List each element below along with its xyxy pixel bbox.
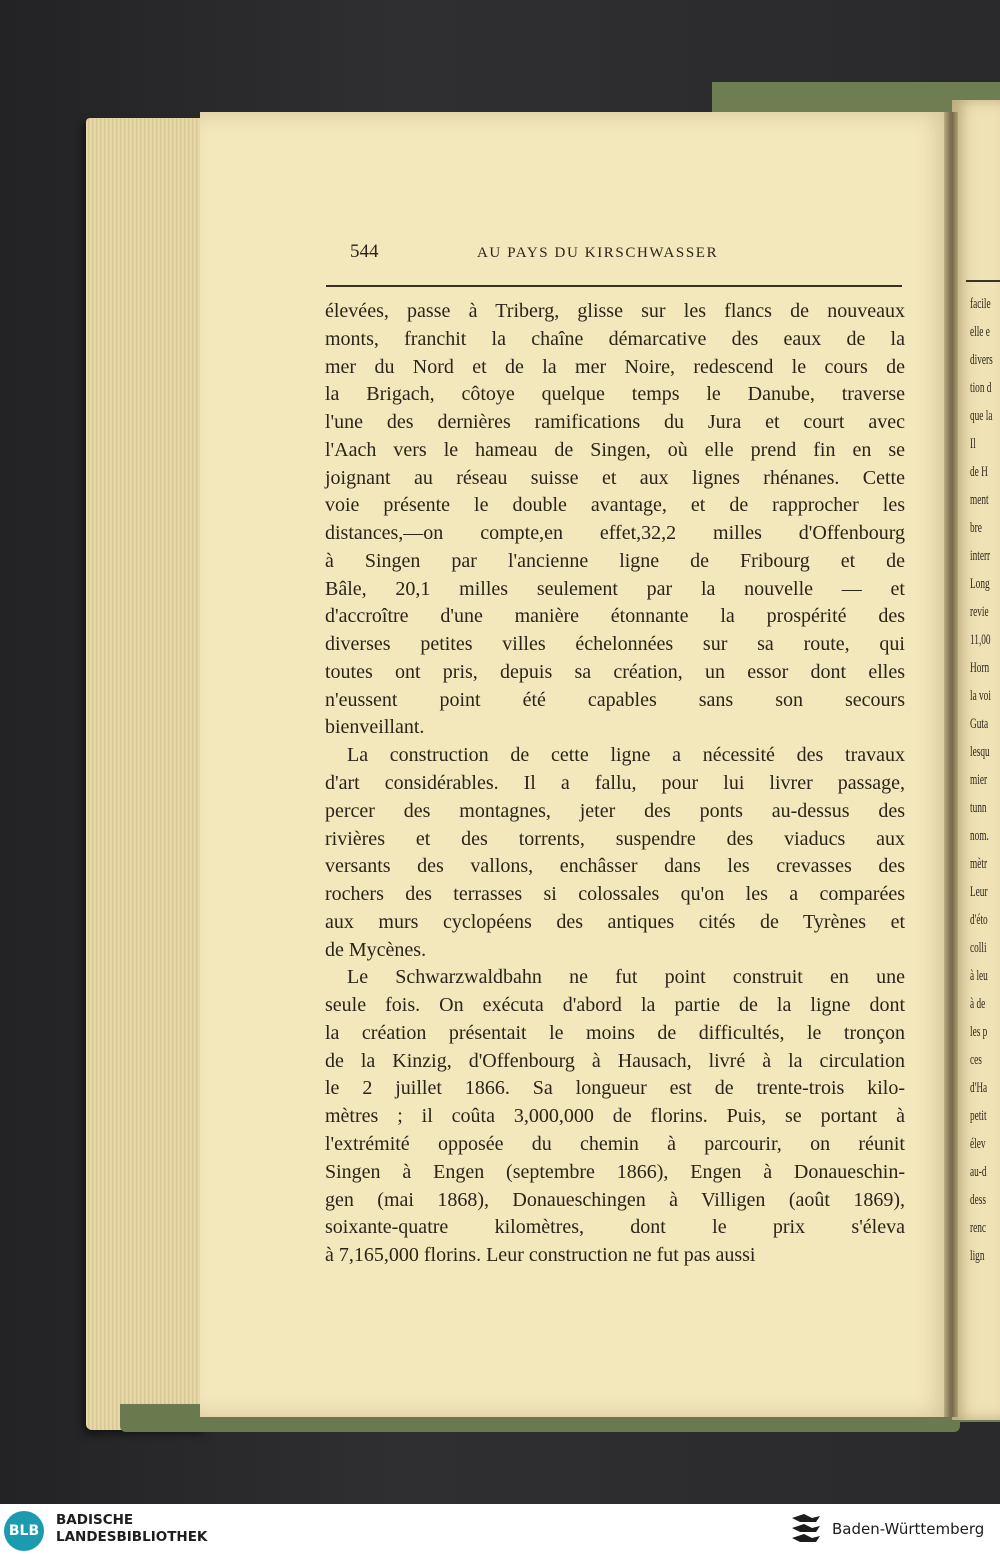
partner-name[interactable]: Baden-Württemberg bbox=[832, 1520, 985, 1538]
blb-logo[interactable]: BLB bbox=[4, 1511, 44, 1551]
facing-page-line: à de bbox=[970, 996, 986, 1012]
facing-page-line: tunn bbox=[970, 800, 987, 816]
facing-page-line: mier bbox=[970, 772, 988, 788]
text-line: La construction de cette ligne a nécessité des travaux bbox=[347, 744, 905, 767]
facing-page-line: interr bbox=[970, 548, 991, 564]
body-text bbox=[325, 298, 905, 1270]
text-line: aux murs cyclopéens des antiques cités de Tyrènes et bbox=[325, 910, 905, 933]
text-line: de la Kinzig, d'Offenbourg à Hausach, livré à la circulation bbox=[325, 1049, 905, 1072]
text-line: à Singen par l'ancienne ligne de Fribourg et de bbox=[325, 549, 905, 572]
text-line: à 7,165,000 florins. Leur construction ne fut pas aussi bbox=[325, 1244, 756, 1267]
facing-page-line: nom. bbox=[970, 828, 989, 844]
facing-page-line: Leur bbox=[970, 884, 988, 900]
facing-page-line: de H bbox=[970, 464, 988, 480]
text-line: versants des vallons, enchâsser dans les crevasses des bbox=[325, 855, 905, 878]
facing-page-line: la voi bbox=[970, 688, 991, 704]
facing-page-line: facile bbox=[970, 296, 991, 312]
facing-page-line: elle e bbox=[970, 324, 990, 340]
facing-page-line: au-d bbox=[970, 1164, 987, 1180]
library-name-line1: BADISCHE bbox=[56, 1512, 134, 1528]
facing-page-rule bbox=[966, 280, 1000, 282]
library-name-line2: LANDESBIBLIOTHEK bbox=[56, 1529, 208, 1545]
facing-page-line: Horn bbox=[970, 660, 990, 676]
facing-page-line: les p bbox=[970, 1024, 988, 1040]
facing-page-line: ment bbox=[970, 492, 989, 508]
text-line: joignant au réseau suisse et aux lignes rhénanes. Cette bbox=[325, 466, 905, 489]
facing-page-line: petit bbox=[970, 1108, 987, 1124]
state-crest-icon bbox=[790, 1512, 822, 1548]
facing-page-line: divers bbox=[970, 352, 993, 368]
facing-page-line: Il bbox=[970, 436, 976, 452]
text-line: la Brigach, côtoye quelque temps le Danube, traverse bbox=[325, 383, 905, 406]
facing-page-line: revie bbox=[970, 604, 989, 620]
text-line: le 2 juillet 1866. Sa longueur est de trente-trois kilo- bbox=[325, 1077, 905, 1100]
facing-page-line: d'éto bbox=[970, 912, 988, 928]
facing-page-lines bbox=[970, 290, 1000, 1270]
text-line: rochers des terrasses si colossales qu'on les a comparées bbox=[325, 883, 905, 906]
text-line: bienveillant. bbox=[325, 716, 425, 739]
text-line: mètres ; il coûta 3,000,000 de florins. Puis, se portant à bbox=[325, 1105, 905, 1128]
text-line: Le Schwarzwaldbahn ne fut point construit en une bbox=[347, 966, 905, 989]
facing-page-line: ces bbox=[970, 1052, 982, 1068]
text-line: de Mycènes. bbox=[325, 938, 427, 961]
facing-page-line: colli bbox=[970, 940, 987, 956]
text-line: l'Aach vers le hameau de Singen, où elle prend fin en se bbox=[325, 438, 905, 461]
facing-page-fragment bbox=[952, 100, 1000, 1420]
facing-page-line: dess bbox=[970, 1192, 987, 1208]
facing-page-line: renc bbox=[970, 1220, 987, 1236]
facing-page-line: élev bbox=[970, 1136, 986, 1152]
text-line: seule fois. On exécuta d'abord la partie de la ligne dont bbox=[325, 994, 905, 1017]
text-line: élevées, passe à Triberg, glisse sur les flancs de nouveaux bbox=[325, 300, 905, 322]
facing-page-line: tion d bbox=[970, 380, 992, 396]
library-name[interactable] bbox=[56, 1512, 207, 1546]
text-line: diverses petites villes échelonnées sur sa route, qui bbox=[325, 633, 905, 656]
page-gutter bbox=[944, 112, 958, 1417]
text-line: d'accroître d'une manière étonnante la prospérité des bbox=[325, 605, 905, 628]
text-line: gen (mai 1868), Donaueschingen à Villigen (août 1869), bbox=[325, 1188, 905, 1211]
text-line: l'extrémité opposée du chemin à parcourir, on réunit bbox=[325, 1132, 905, 1155]
text-line: distances,—on compte,en effet,32,2 milles d'Offenbourg bbox=[325, 522, 905, 545]
page-edges bbox=[86, 118, 206, 1430]
text-line: l'une des dernières ramifications du Jura et court avec bbox=[325, 411, 905, 434]
text-line: mer du Nord et de la mer Noire, redescend le cours de bbox=[325, 355, 905, 378]
text-line: d'art considérables. Il a fallu, pour lui livrer passage, bbox=[325, 772, 905, 795]
text-line: Bâle, 20,1 milles seulement par la nouvelle — et bbox=[325, 577, 905, 600]
header-rule bbox=[326, 285, 902, 287]
text-line: percer des montagnes, jeter des ponts au-dessus des bbox=[325, 799, 905, 822]
footer-bar bbox=[0, 1504, 1000, 1554]
facing-page-line: mètr bbox=[970, 856, 988, 872]
facing-page-line: 11,00 bbox=[970, 632, 991, 648]
running-head bbox=[350, 241, 760, 271]
facing-page-line: bre bbox=[970, 520, 982, 536]
facing-page-line: d'Ha bbox=[970, 1080, 988, 1096]
text-line: soixante-quatre kilomètres, dont le prix s'éleva bbox=[325, 1216, 905, 1239]
facing-page-line: à leu bbox=[970, 968, 988, 984]
text-line: la création présentait le moins de difficultés, le tronçon bbox=[325, 1021, 905, 1044]
facing-page-line: Long bbox=[970, 576, 990, 592]
facing-page-line: Guta bbox=[970, 716, 989, 732]
text-line: Singen à Engen (septembre 1866), Engen à Donaueschin- bbox=[325, 1160, 905, 1183]
text-line: monts, franchit la chaîne démarcative des eaux de la bbox=[325, 327, 905, 350]
text-line: rivières et des torrents, suspendre des viaducs aux bbox=[325, 827, 905, 850]
text-line: voie présente le double avantage, et de rapprocher les bbox=[325, 494, 905, 517]
facing-page-line: que la bbox=[970, 408, 993, 424]
running-title: AU PAYS DU KIRSCHWASSER bbox=[477, 245, 719, 261]
text-line: n'eussent point été capables sans son secours bbox=[325, 688, 905, 711]
facing-page-line: lesqu bbox=[970, 744, 990, 760]
facing-page-line: lign bbox=[970, 1248, 985, 1264]
text-line: toutes ont pris, depuis sa création, un essor dont elles bbox=[325, 660, 905, 683]
page-number: 544 bbox=[350, 241, 379, 262]
